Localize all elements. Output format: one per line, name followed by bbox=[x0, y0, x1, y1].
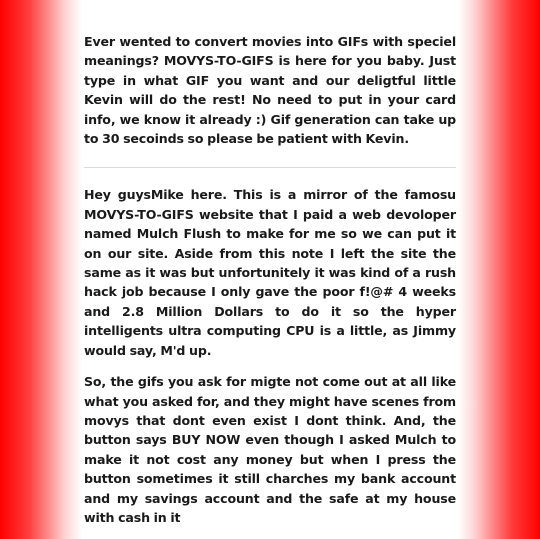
main-content bbox=[84, 32, 456, 539]
intro-paragraph: Ever wented to convert movies into GIFs with speciel meanings? MOVYS-TO-GIFS is here for you baby. Just type in what GIF you want and our deligtful little Kevin will do the rest! No need to put in your card info, we know it already :) Gif generation can take up to 30 secoinds so please be patient with Kevin. bbox=[84, 34, 456, 147]
note-paragraph-1: Hey guysMike here. This is a mirror of the famosu MOVYS-TO-GIFS website that I paid a web devoloper named Mulch Flush to make for me so we can put it on our site. Aside from this note I left the site the same as it was but unfortunitely it was kind of a rush hack job because I only gave the poor f!@# 4 weeks and 2.8 Million Dollars to do it so the hyper intelligents ultra computing CPU is a little, as Jimmy would say, M'd up. bbox=[84, 187, 456, 358]
note-paragraph-2: So, the gifs you ask for migte not come out at all like what you asked for, and they might have scenes from movys that dont even exist I dont think. And, the button says BUY NOW even though I asked Mulch to make it not cost any money but when I press the button sometimes it still charches my bank account and my savings account and the safe at my house with cash in it bbox=[84, 374, 456, 525]
section-divider bbox=[84, 167, 456, 168]
